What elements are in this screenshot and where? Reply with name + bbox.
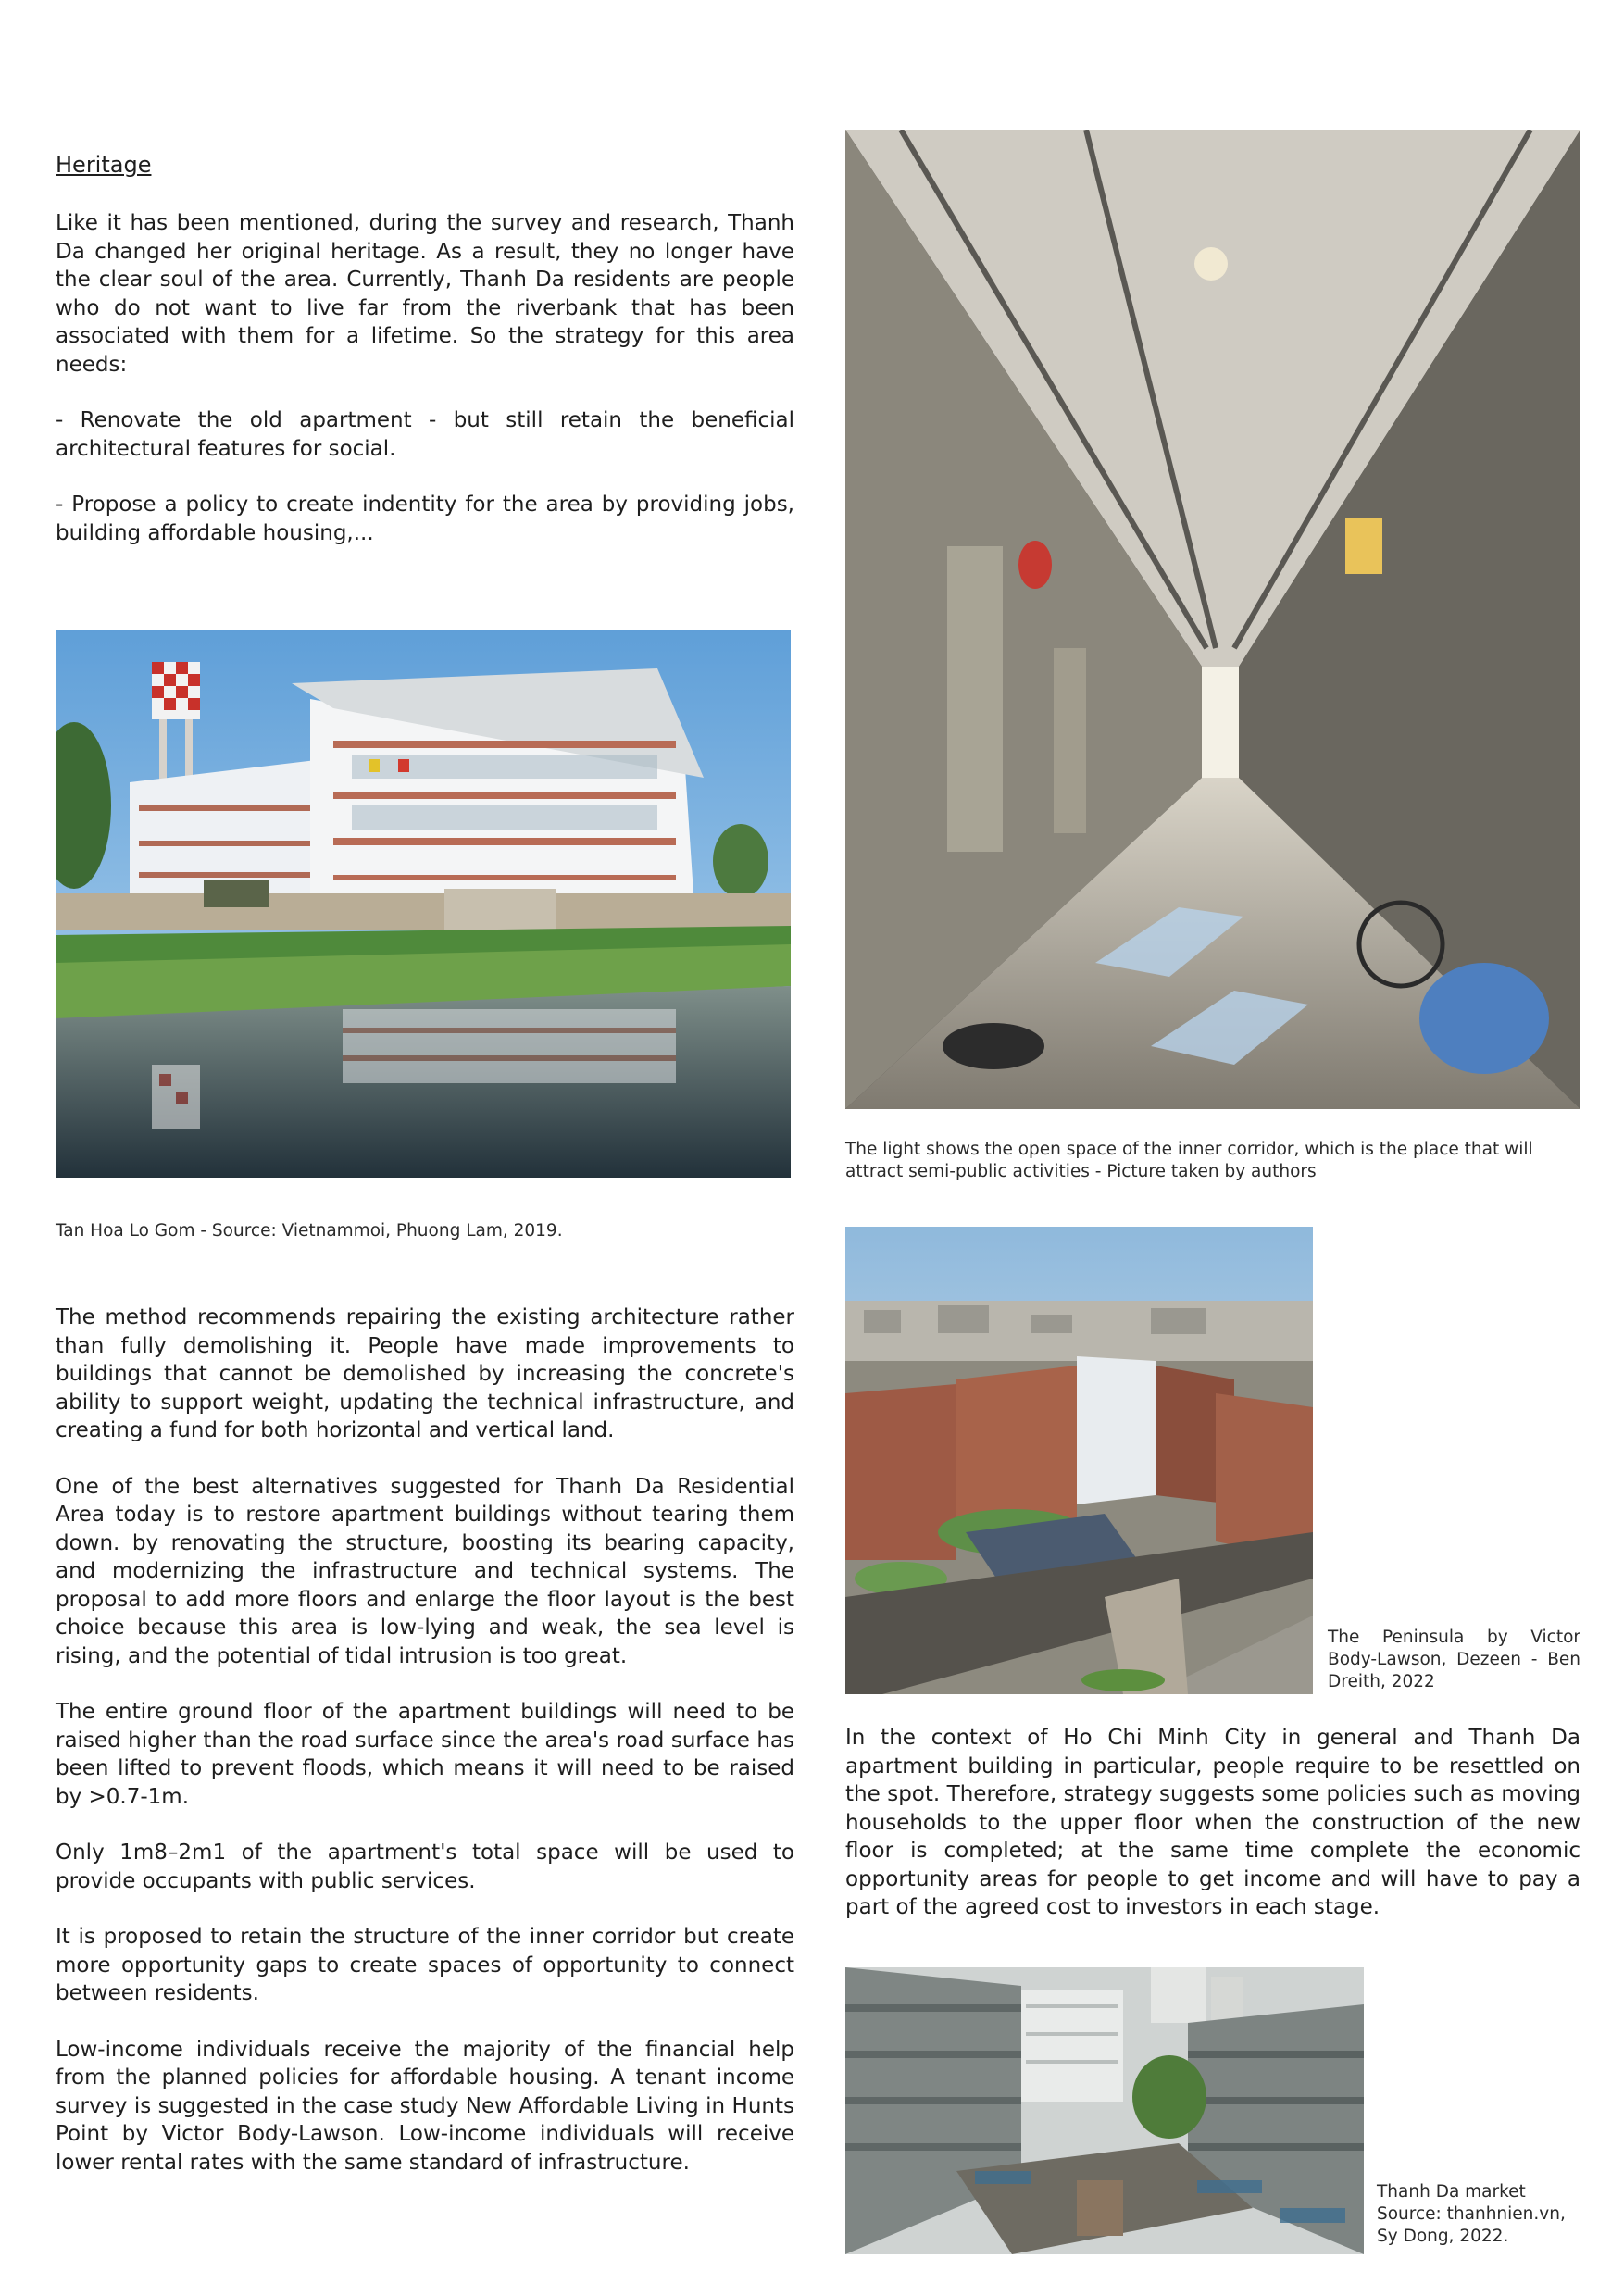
context-paragraph: In the context of Ho Chi Minh City in general and Thanh Da apartment building in particular, people require to be resettled on the spot. Therefore, strategy suggests some policies such as moving households to the upper floor when the construction of the new floor is completed; at the same time complete the economic opportunity areas for people to get income and will have to pay a part of the agreed cost to investors in each stage.: [845, 1726, 1580, 1919]
corridor-photo: [845, 130, 1580, 1109]
context-text: [845, 1724, 1580, 1950]
method-text: [56, 1304, 794, 2204]
method-paragraph: Only 1m8–2m1 of the apartment's total space will be used to provide occupants with public services.: [56, 1841, 794, 1893]
peninsula-illustration: [845, 1227, 1313, 1694]
corridor-illustration: [845, 130, 1580, 1109]
market-caption-line: Thanh Da market: [1377, 2182, 1526, 2202]
heritage-paragraph: Like it has been mentioned, during the survey and research, Thanh Da changed her original heritage. As a result, they no longer have the clear soul of the area. Currently, Thanh Da residents are people who do not want to live far from the riverbank that has been associated with them for a lifetime. So the strategy for this area needs:: [56, 211, 794, 377]
method-paragraph: Low-income individuals receive the majority of the financial help from the planned policies for affordable housing. A tenant income survey is suggested in the case study New Affordable Living in Hunts Point by Victor Body-Lawson. Low-income individuals will receive lower rental rates with the same standard of infrastructure.: [56, 2037, 794, 2175]
market-illustration: [845, 1967, 1364, 2254]
tan-hoa-photo: [56, 630, 791, 1178]
tan-hoa-illustration: [56, 630, 791, 1178]
market-caption: [1377, 2181, 1590, 2248]
peninsula-photo: [845, 1227, 1313, 1694]
heritage-paragraph: - Renovate the old apartment - but still retain the beneficial architectural features for social.: [56, 408, 794, 461]
method-paragraph: One of the best alternatives suggested for Thanh Da Residential Area today is to restore apartment buildings without tearing them down. by renovating the structure, boosting its bearing capacity, and modernizing the infrastructure and technical systems. The proposal to add more floors and enlarge the floor layout is the best choice because this area is low-lying and weak, the sea level is rising, and the potential of tidal intrusion is too great.: [56, 1474, 794, 1668]
market-caption-line: Sy Dong, 2022.: [1377, 2227, 1509, 2246]
heritage-text: [56, 209, 794, 575]
peninsula-caption: The Peninsula by Victor Body-Lawson, Dezeen - Ben Dreith, 2022: [1328, 1628, 1580, 1691]
heritage-heading: Heritage: [56, 152, 152, 178]
tan-hoa-caption: Tan Hoa Lo Gom - Source: Vietnammoi, Phuong Lam, 2019.: [56, 1221, 563, 1241]
method-paragraph: The method recommends repairing the existing architecture rather than fully demolishing it. People have made improvements to buildings that cannot be demolished by increasing the concrete's ability to support weight, updating the technical infrastructure, and creating a fund for both horizontal and vertical land.: [56, 1305, 794, 1442]
market-photo: [845, 1967, 1364, 2254]
corridor-caption: The light shows the open space of the inner corridor, which is the place that will attract semi-public activities - Picture taken by authors: [845, 1140, 1533, 1181]
market-caption-line: Source: thanhnien.vn,: [1377, 2204, 1566, 2224]
method-paragraph: The entire ground floor of the apartment buildings will need to be raised higher than the road surface since the area's road surface has been lifted to prevent floods, which means it will need to be raised by >0.7-1m.: [56, 1700, 794, 1809]
heritage-paragraph: - Propose a policy to create indentity for the area by providing jobs, building affordable housing,...: [56, 493, 794, 545]
method-paragraph: It is proposed to retain the structure of the inner corridor but create more opportunity gaps to create spaces of opportunity to connect between residents.: [56, 1925, 794, 2005]
